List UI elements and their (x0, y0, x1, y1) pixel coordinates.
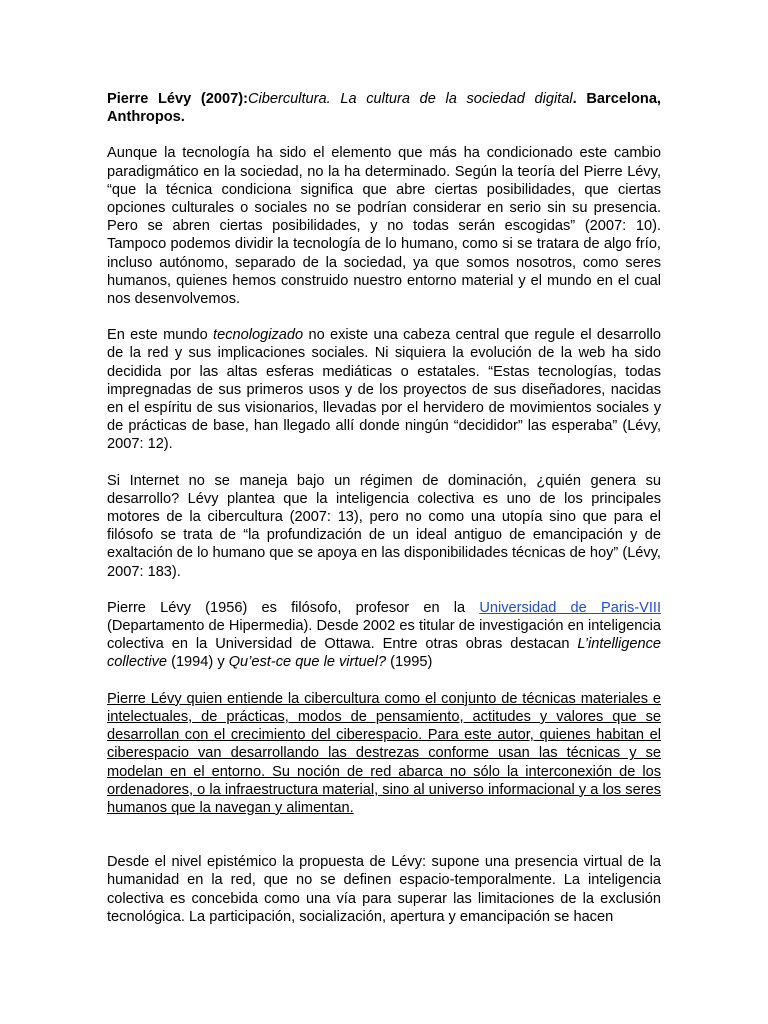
reference-title-dot: . (572, 91, 577, 107)
paragraph4-text-after-link: (Departamento de Hipermedia). Desde 2002 es titular de investigación en inteligencia colectiva en la Universidad de Ottawa. Entre otras obras destacan (107, 618, 661, 653)
paragraph-levy-biography (107, 599, 661, 672)
paragraph4-text-between: (1994) y (167, 654, 229, 671)
paragraph-technology-conditions: Aunque la tecnología ha sido el elemento que más ha condicionado este cambio paradigmático en la sociedad, no la ha determinado. Según la teoría del Pierre Lévy, “que la técnica condiciona significa que abre ciertas posibilidades, que ciertas opciones culturales o sociales no se podrían considerar en serio sin su presencia. Pero se abren ciertas posibilidades, y no todas serán escogidas” (2007: 10). Tampoco podemos dividir la tecnología de lo humano, como si se tratara de algo frío, incluso autónomo, separado de la sociedad, ya que somos nosotros, como seres humanos, quienes hemos construido nuestro entorno material y el mundo en el cual nos desenvolvemos. (107, 145, 661, 308)
paragraph2-text-before: En este mundo (107, 327, 214, 344)
university-paris-viii-link[interactable]: Universidad de Paris-VIII (479, 599, 661, 616)
bibliographic-reference (107, 90, 661, 126)
work-title-intelligence-collective: L’intelligence collective (107, 636, 661, 671)
paragraph2-text-after: no existe una cabeza central que regule el desarrollo de la red y sus implicaciones sociales. Ni siquiera la evolución de la web ha sido decidida por las altas esferas mediáticas o estatales. “Estas tecnologías, todas impregnadas de sus primeros usos y de los proyectos de sus diseñadores, nacidas en el espíritu de sus visionarios, llevadas por el hervidero de movimientos sociales y de prácticas de base, han llegado allí donde ningún “decididor” las esperaba” (Lévy, 2007: 12). (107, 327, 661, 453)
paragraph-cibercultura-definition: Pierre Lévy quien entiende la cibercultura como el conjunto de técnicas materiales e intelectuales, de prácticas, modos de pensamiento, actitudes y valores que se desarrollan con el crecimiento del ciberespacio. Para este autor, quienes habitan el ciberespacio van desarrollando las destrezas conforme usan las técnicas y se modelan en el entorno. Su noción de red abarca no sólo la interconexión de los ordenadores, o la infraestructura material, sino al universo informacional y a los seres humanos que la navegan y alimentan. (107, 690, 661, 816)
paragraph4-text-end: (1995) (386, 654, 433, 671)
reference-publisher: Barcelona, Anthropos. (107, 91, 661, 126)
paragraph4-text-before-link: Pierre Lévy (1956) es filósofo, profesor en la (107, 599, 480, 616)
reference-author-year: Pierre Lévy (2007): (107, 91, 248, 107)
paragraph-tecnologizado-world (107, 326, 661, 453)
work-title-quest-ce-que-le-virtuel: Qu’est-ce que le virtuel? (228, 654, 387, 671)
reference-title: Cibercultura. La cultura de la sociedad digital (247, 91, 573, 107)
paragraph2-italic-term: tecnologizado (213, 327, 304, 344)
paragraph-collective-intelligence: Si Internet no se maneja bajo un régimen de dominación, ¿quién genera su desarrollo? Lévy plantea que la inteligencia colectiva es uno de los principales motores de la cibercultura (2007: 13), pero no como una utopía sino que para el filósofo se trata de “la profundización de un ideal antiguo de emancipación y de exaltación de lo humano que se apoya en las disponibilidades técnicas de hoy” (Lévy, 2007: 183). (107, 472, 661, 580)
paragraph-epistemic-level: Desde el nivel epistémico la propuesta de Lévy: supone una presencia virtual de la humanidad en la red, que no se definen espacio-temporalmente. La inteligencia colectiva es concebida como una vía para superar las limitaciones de la exclusión tecnológica. La participación, socialización, apertura y emancipación se hacen (107, 854, 661, 925)
